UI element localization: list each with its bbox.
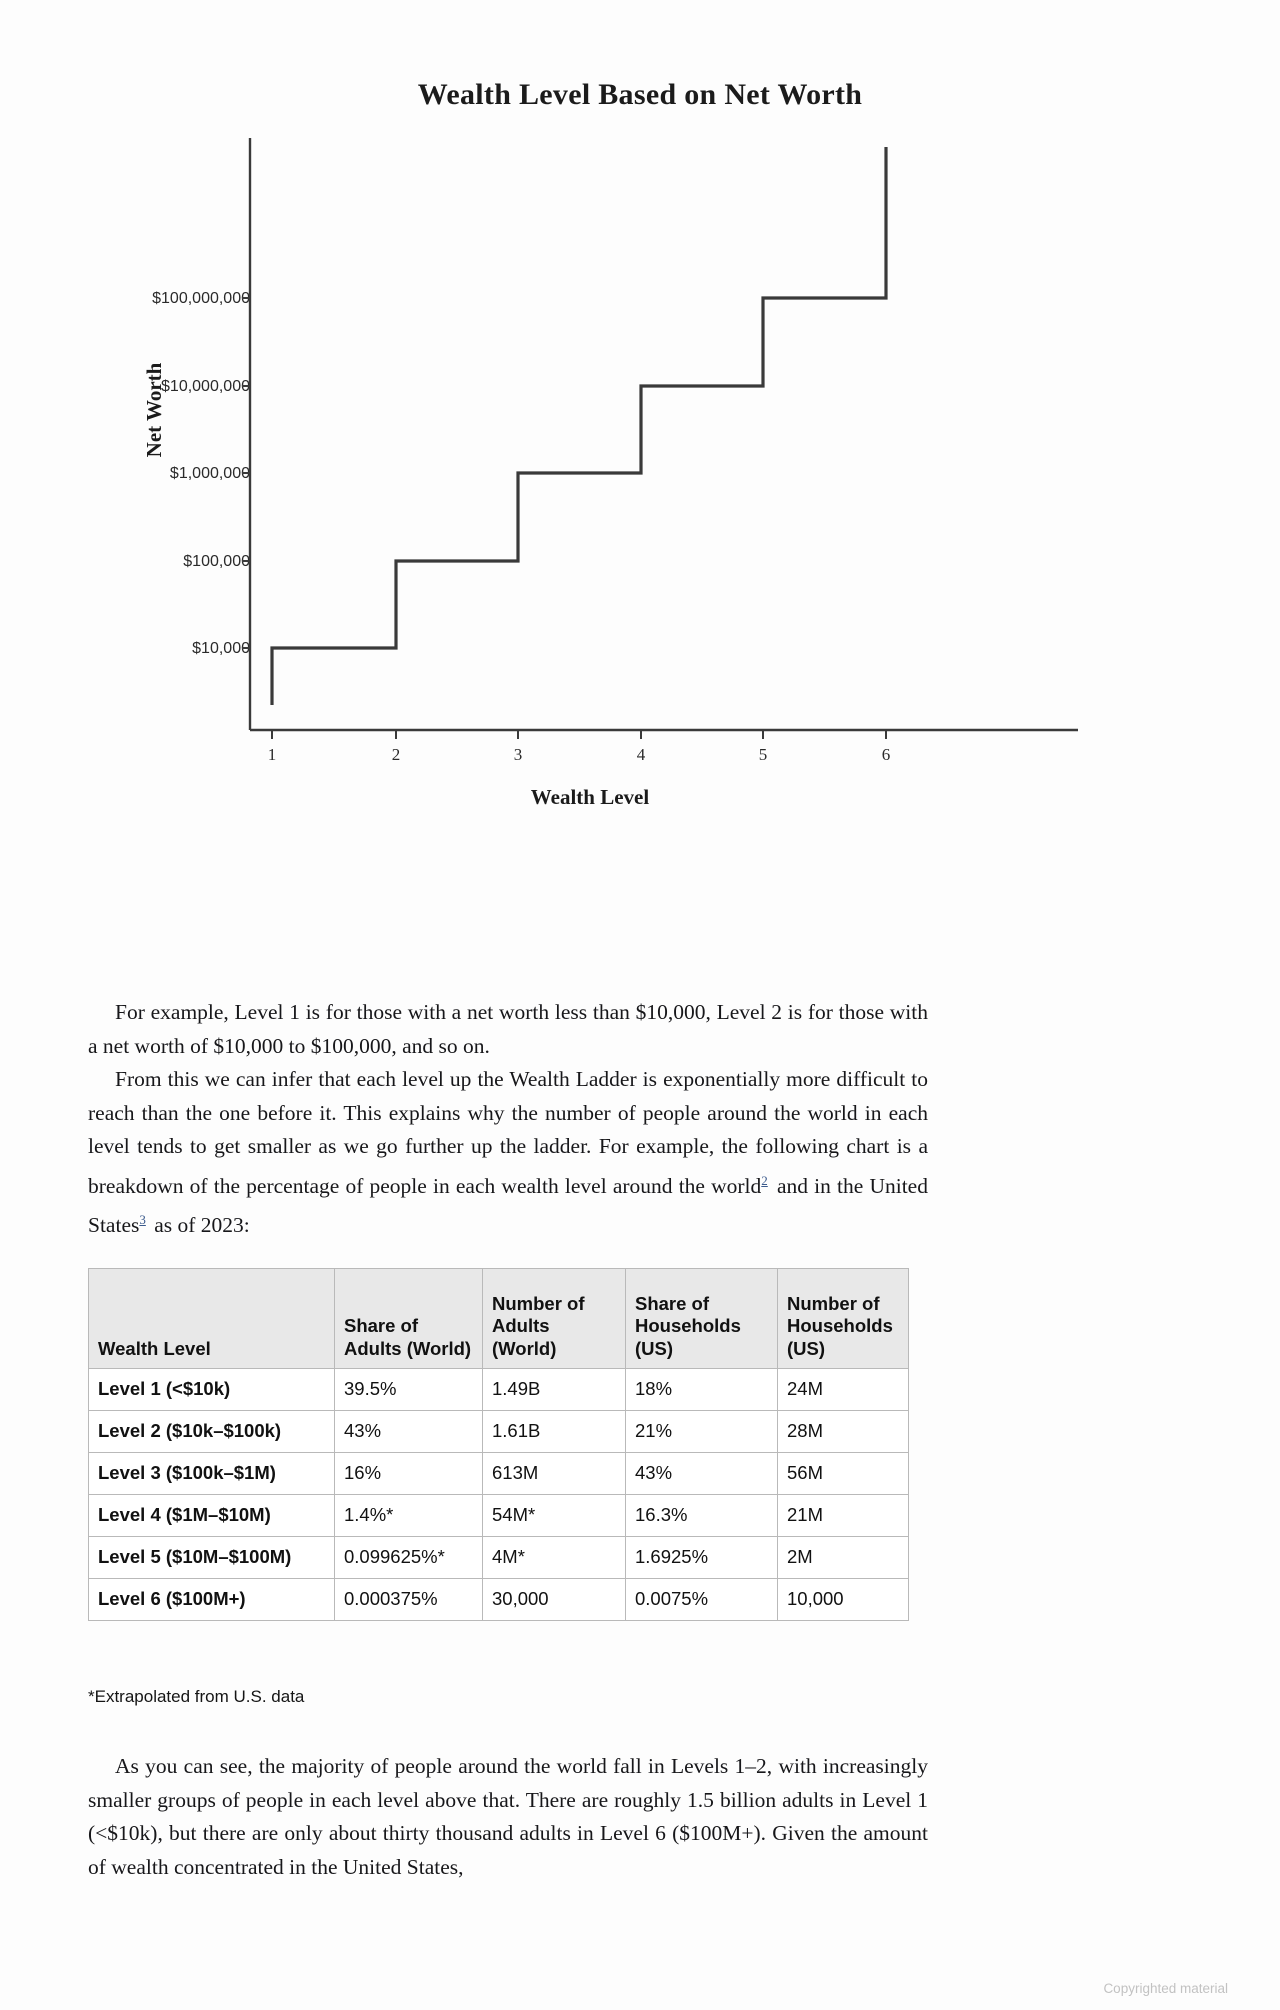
cell-share-adults-world: 16%	[335, 1453, 483, 1495]
cell-number-households-us: 56M	[778, 1453, 909, 1495]
cell-level: Level 3 ($100k–$1M)	[89, 1453, 335, 1495]
paragraph-infer-text-part2: and in the United States	[88, 1173, 928, 1238]
chart-y-axis-label: Net Worth	[142, 362, 166, 458]
chart-step-line	[272, 147, 886, 705]
cell-number-households-us: 28M	[778, 1411, 909, 1453]
cell-share-adults-world: 1.4%*	[335, 1495, 483, 1537]
chart-title: Wealth Level Based on Net Worth	[417, 78, 863, 111]
cell-number-households-us: 2M	[778, 1537, 909, 1579]
cell-share-households-us: 21%	[626, 1411, 778, 1453]
copyright-notice: Copyrighted material	[1103, 1981, 1228, 1996]
x-tick-label-3: 3	[513, 745, 523, 764]
cell-number-households-us: 10,000	[778, 1579, 909, 1621]
paragraph-infer-text-part3: as of 2023:	[148, 1213, 250, 1238]
cell-share-adults-world: 0.000375%	[335, 1579, 483, 1621]
y-tick-label-10k: $10,000	[192, 640, 250, 657]
column-header-number-households-us: Number of Households (US)	[778, 1269, 909, 1369]
y-tick-label-100m: $100,000,000	[152, 290, 250, 307]
table-header-row	[89, 1269, 909, 1369]
chart-svg	[70, 120, 1210, 820]
cell-level: Level 1 (<$10k)	[89, 1369, 335, 1411]
cell-number-households-us: 24M	[778, 1369, 909, 1411]
y-tick-label-1m: $1,000,000	[169, 465, 250, 482]
chart-figure	[0, 60, 1280, 980]
paragraph-summary	[88, 1750, 928, 1884]
table-header	[89, 1269, 909, 1369]
cell-share-households-us: 18%	[626, 1369, 778, 1411]
y-tick-label-10m: $10,000,000	[161, 378, 250, 395]
cell-share-households-us: 1.6925%	[626, 1537, 778, 1579]
table-row	[89, 1453, 909, 1495]
cell-share-adults-world: 0.099625%*	[335, 1537, 483, 1579]
paragraph-infer-text-part1: From this we can infer that each level up the Wealth Ladder is exponentially more difficult to reach than the one before it. This explains why the number of people around the world in each level tends to get smaller as we go further up the ladder. For example, the following chart is a breakdown of the percentage of people in each wealth level around the world	[88, 1067, 928, 1198]
table-row	[89, 1411, 909, 1453]
x-tick-label-4: 4	[636, 745, 646, 764]
y-tick-label-100k: $100,000	[183, 553, 250, 570]
column-header-number-adults-world: Number of Adults (World)	[483, 1269, 626, 1369]
cell-number-adults-world: 1.49B	[483, 1369, 626, 1411]
paragraph-summary-text: As you can see, the majority of people around the world fall in Levels 1–2, with increasingly smaller groups of people in each level above that. There are roughly 1.5 billion adults in Level 1 (<$10k), but there are only about thirty thousand adults in Level 6 ($100M+). Given the amount of wealth concentrated in the United States,	[88, 1754, 928, 1879]
chart-x-axis-label: Wealth Level	[530, 785, 650, 809]
table-row	[89, 1537, 909, 1579]
cell-level: Level 5 ($10M–$100M)	[89, 1537, 335, 1579]
cell-share-adults-world: 43%	[335, 1411, 483, 1453]
wealth-level-table	[88, 1268, 909, 1621]
table-row	[89, 1495, 909, 1537]
column-header-share-adults-world: Share of Adults (World)	[335, 1269, 483, 1369]
cell-level: Level 4 ($1M–$10M)	[89, 1495, 335, 1537]
cell-number-adults-world: 613M	[483, 1453, 626, 1495]
x-tick-label-6: 6	[881, 745, 891, 764]
cell-number-adults-world: 54M*	[483, 1495, 626, 1537]
table-body	[89, 1369, 909, 1621]
cell-number-adults-world: 4M*	[483, 1537, 626, 1579]
cell-share-households-us: 0.0075%	[626, 1579, 778, 1621]
x-tick-label-5: 5	[758, 745, 768, 764]
x-tick-label-2: 2	[391, 745, 401, 764]
x-tick-marks	[272, 730, 886, 739]
x-tick-label-1: 1	[267, 745, 277, 764]
paragraph-infer	[88, 1063, 928, 1243]
column-header-wealth-level: Wealth Level	[89, 1269, 335, 1369]
cell-share-adults-world: 39.5%	[335, 1369, 483, 1411]
cell-level: Level 2 ($10k–$100k)	[89, 1411, 335, 1453]
footnote-marker-2[interactable]: 2	[761, 1172, 768, 1188]
paragraph-example	[88, 996, 928, 1063]
cell-number-adults-world: 1.61B	[483, 1411, 626, 1453]
table-footnote: *Extrapolated from U.S. data	[88, 1687, 305, 1706]
cell-share-households-us: 43%	[626, 1453, 778, 1495]
column-header-share-households-us: Share of Households (US)	[626, 1269, 778, 1369]
cell-number-adults-world: 30,000	[483, 1579, 626, 1621]
cell-share-households-us: 16.3%	[626, 1495, 778, 1537]
cell-level: Level 6 ($100M+)	[89, 1579, 335, 1621]
table-row	[89, 1369, 909, 1411]
cell-number-households-us: 21M	[778, 1495, 909, 1537]
footnote-marker-3[interactable]: 3	[139, 1212, 146, 1228]
table-row	[89, 1579, 909, 1621]
wealth-level-table-wrapper	[88, 1268, 908, 1621]
chart-plot-area	[70, 120, 1210, 820]
paragraph-example-text: For example, Level 1 is for those with a net worth less than $10,000, Level 2 is for those with a net worth of $10,000 to $100,000, and so on.	[88, 1000, 928, 1058]
